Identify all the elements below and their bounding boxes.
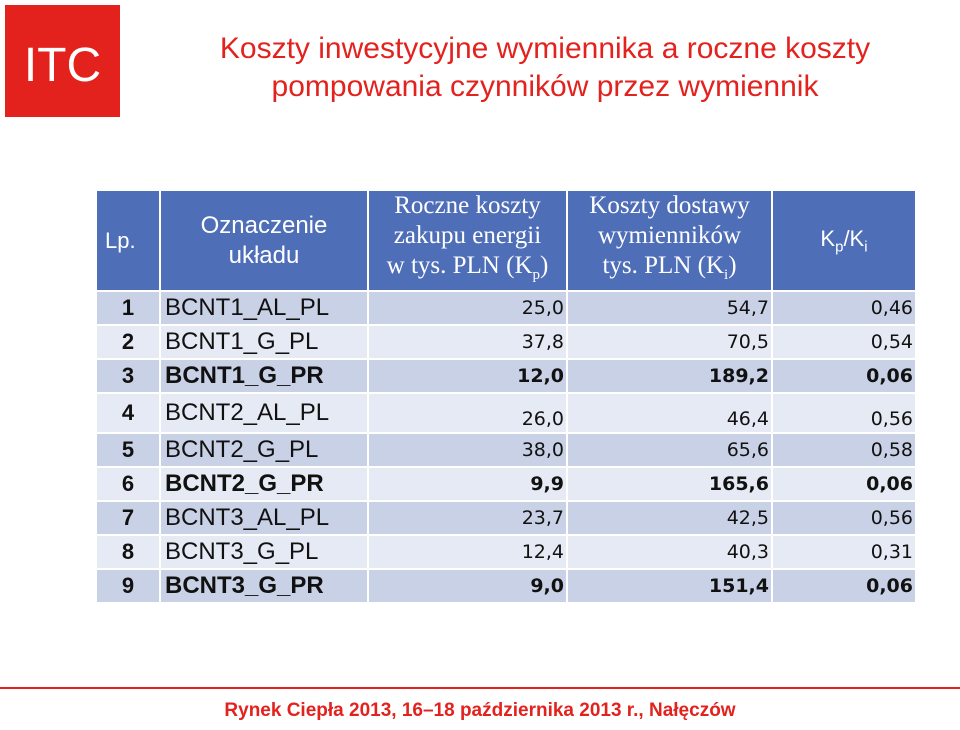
row-name: BCNT1_G_PR <box>161 360 367 392</box>
header-ratio <box>773 191 915 290</box>
row-ki: 40,3 <box>568 536 771 568</box>
page-title <box>130 30 960 106</box>
row-name: BCNT3_G_PL <box>161 536 367 568</box>
footer-text: Rynek Ciepła 2013, 16–18 października 2013 r., Nałęczów <box>224 700 736 721</box>
table-row <box>97 360 915 392</box>
row-kp: 9,0 <box>369 570 566 602</box>
header-delivery-line1: Koszty dostawy <box>589 192 750 219</box>
row-name: BCNT1_G_PL <box>161 326 367 358</box>
row-ratio: 0,46 <box>773 292 915 324</box>
table-row <box>97 468 915 500</box>
row-lp: 8 <box>97 536 159 568</box>
header-ratio-sub-p: p <box>835 238 844 256</box>
header-energy-line3 <box>369 251 566 290</box>
header-delivery-cost <box>568 191 771 290</box>
header-energy-text: w tys. PLN (K <box>386 252 533 279</box>
header-delivery-text: tys. PLN (K <box>602 252 725 279</box>
header-name-line2: układu <box>228 241 300 269</box>
row-kp: 12,4 <box>369 536 566 568</box>
row-kp: 26,0 <box>369 394 566 432</box>
row-ki: 151,4 <box>568 570 771 602</box>
row-lp: 2 <box>97 326 159 358</box>
row-ki: 54,7 <box>568 292 771 324</box>
row-lp: 1 <box>97 292 159 324</box>
row-ratio: 0,06 <box>773 570 915 602</box>
row-kp: 38,0 <box>369 434 566 466</box>
row-kp: 25,0 <box>369 292 566 324</box>
header-ratio-k: K <box>820 225 836 251</box>
row-ratio: 0,06 <box>773 468 915 500</box>
table-row <box>97 570 915 602</box>
footer-divider <box>0 687 960 689</box>
page-title-line1: Koszty inwestycyjne wymiennika a roczne koszty <box>219 32 871 65</box>
row-lp: 6 <box>97 468 159 500</box>
table-row <box>97 326 915 358</box>
row-name: BCNT3_AL_PL <box>161 502 367 534</box>
row-ki: 70,5 <box>568 326 771 358</box>
header-energy-line1: Roczne koszty <box>394 192 541 219</box>
header-ratio-sub-i: i <box>864 238 868 256</box>
row-ratio: 0,56 <box>773 394 915 432</box>
row-ratio: 0,54 <box>773 326 915 358</box>
table-row <box>97 394 915 432</box>
table-row <box>97 292 915 324</box>
row-ratio: 0,58 <box>773 434 915 466</box>
header-lp: Lp. <box>97 191 159 290</box>
table-row <box>97 434 915 466</box>
table-header-row <box>97 191 915 290</box>
row-ki: 165,6 <box>568 468 771 500</box>
table-row <box>97 502 915 534</box>
row-ratio: 0,31 <box>773 536 915 568</box>
itc-logo: ITC <box>5 5 120 117</box>
row-lp: 5 <box>97 434 159 466</box>
row-lp: 3 <box>97 360 159 392</box>
page-title-line2: pompowania czynników przez wymiennik <box>271 70 819 103</box>
cost-table <box>95 189 917 604</box>
row-name: BCNT2_G_PL <box>161 434 367 466</box>
table-row <box>97 536 915 568</box>
header-delivery-close: ) <box>728 252 737 279</box>
row-ratio: 0,06 <box>773 360 915 392</box>
row-kp: 12,0 <box>369 360 566 392</box>
header-energy-cost <box>369 191 566 290</box>
row-name: BCNT3_G_PR <box>161 570 367 602</box>
row-ki: 65,6 <box>568 434 771 466</box>
row-name: BCNT2_G_PR <box>161 468 367 500</box>
row-ratio: 0,56 <box>773 502 915 534</box>
header-energy-sub: p <box>532 267 540 283</box>
row-lp: 9 <box>97 570 159 602</box>
header-ratio-mid: /K <box>843 225 865 251</box>
row-name: BCNT1_AL_PL <box>161 292 367 324</box>
row-ki: 189,2 <box>568 360 771 392</box>
header-delivery-sub: i <box>724 267 729 283</box>
row-kp: 9,9 <box>369 468 566 500</box>
row-lp: 4 <box>97 394 159 432</box>
row-ki: 46,4 <box>568 394 771 432</box>
row-lp: 7 <box>97 502 159 534</box>
header-name <box>161 191 367 290</box>
header-delivery-line3 <box>568 251 771 290</box>
row-kp: 23,7 <box>369 502 566 534</box>
header-delivery-line2: wymienników <box>597 222 742 249</box>
header-energy-line2: zakupu energii <box>393 222 542 249</box>
header-name-line1: Oznaczenie <box>200 211 328 239</box>
row-kp: 37,8 <box>369 326 566 358</box>
header-energy-close: ) <box>540 252 549 279</box>
row-ki: 42,5 <box>568 502 771 534</box>
row-name: BCNT2_AL_PL <box>161 394 367 432</box>
